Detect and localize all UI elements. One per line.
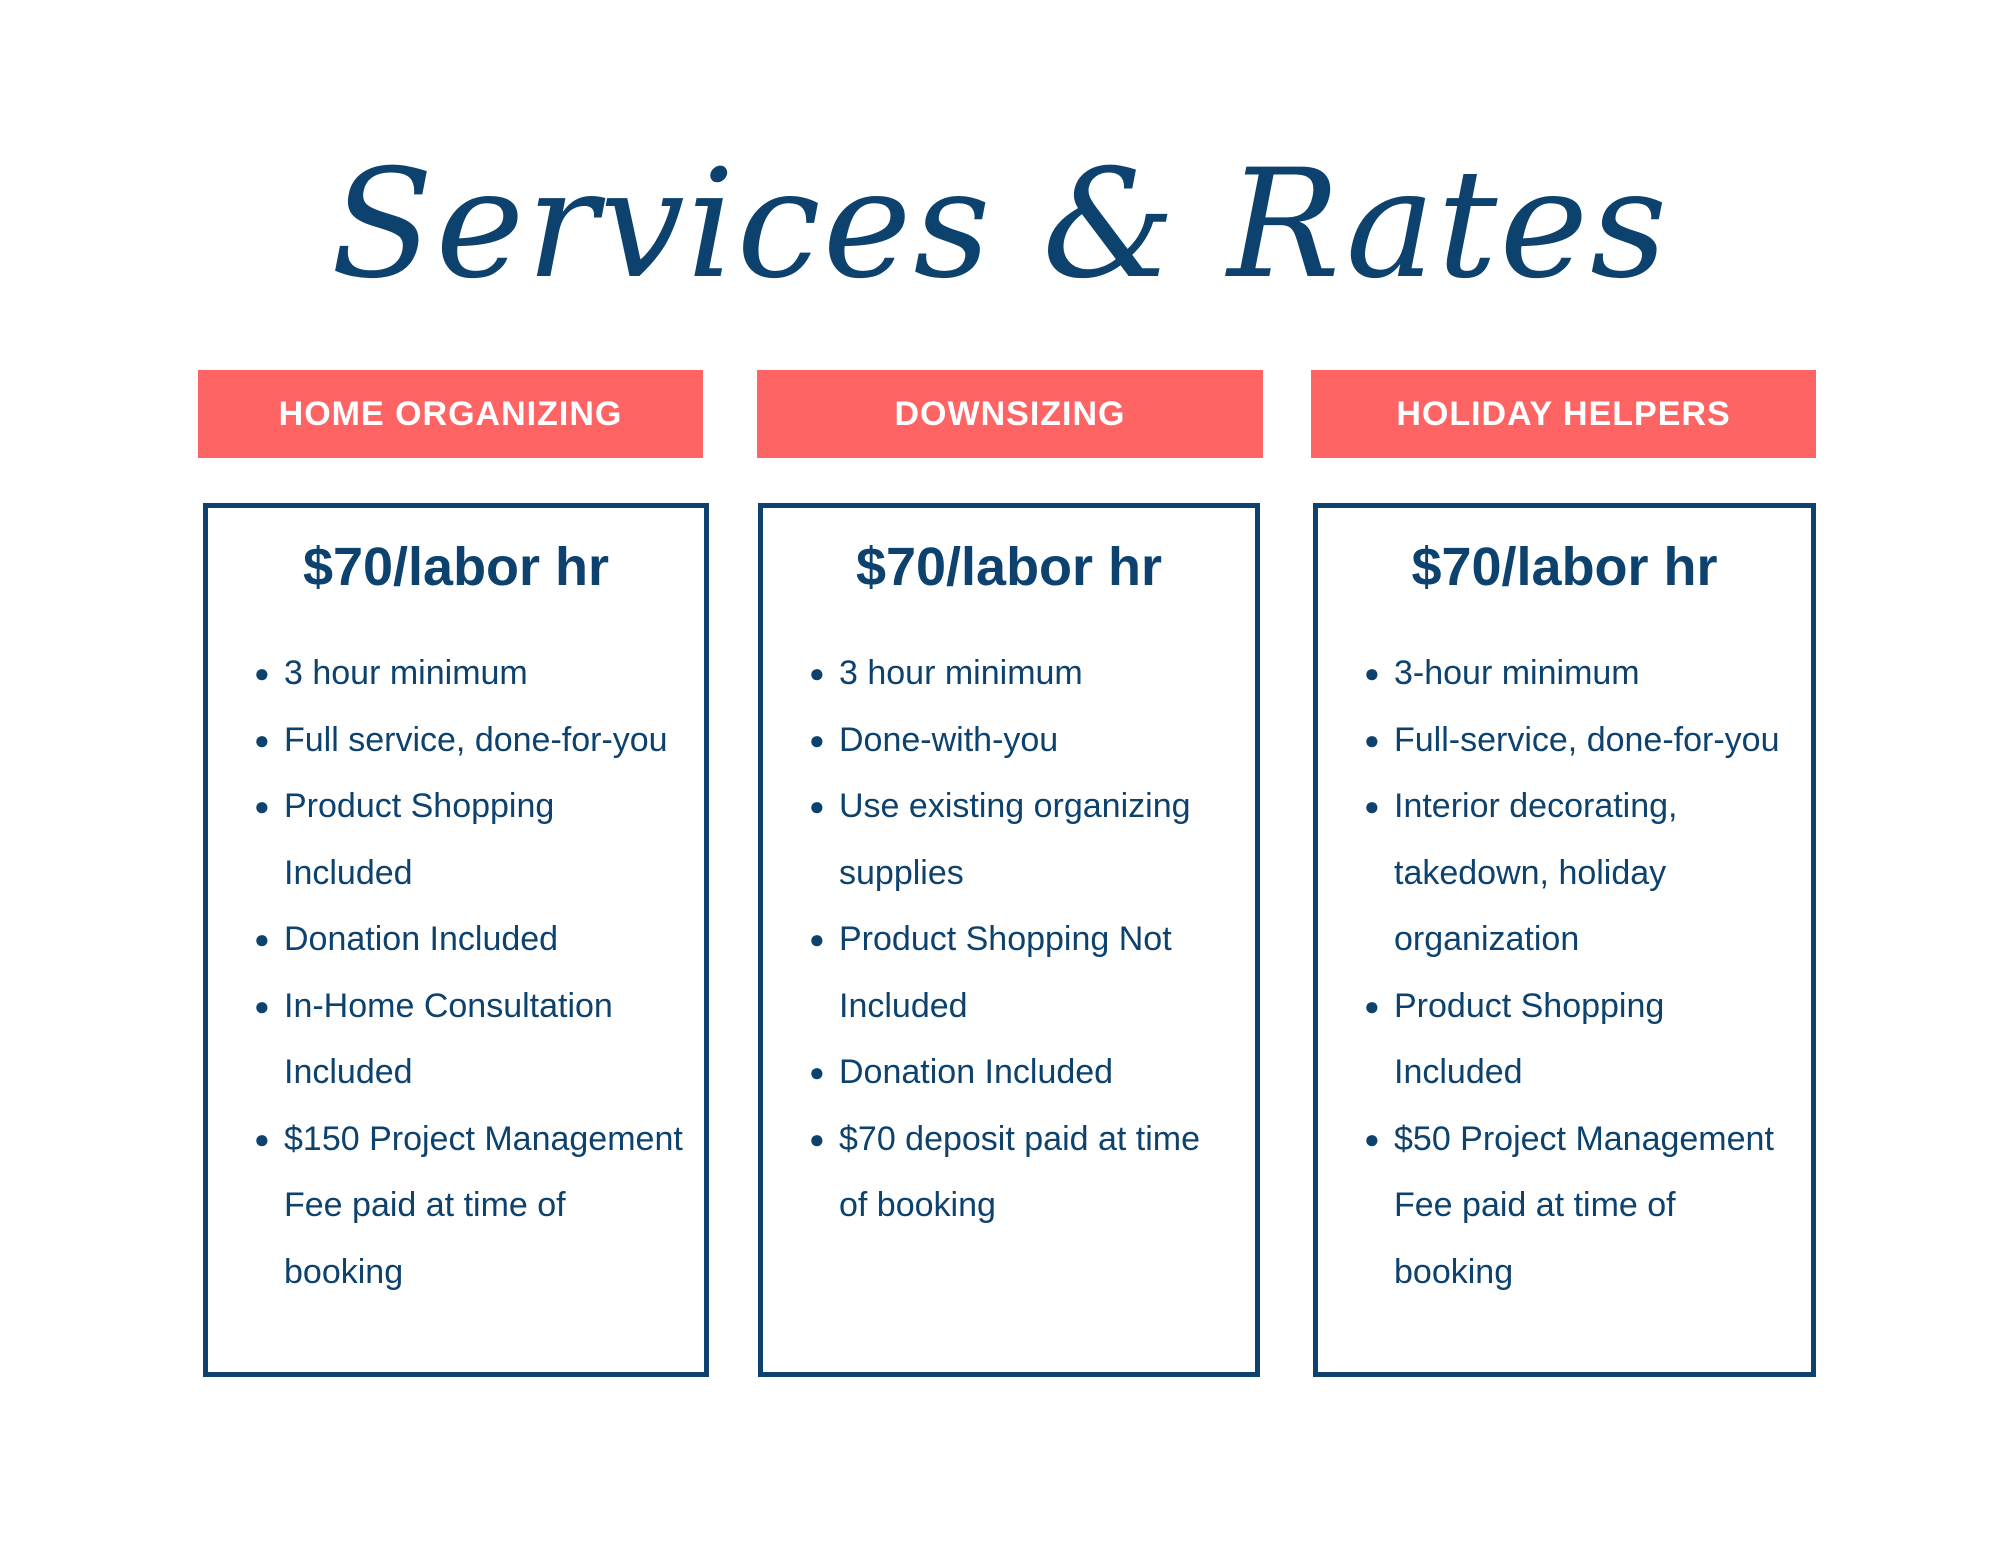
bullet-icon: ● (254, 724, 270, 755)
feature-text: Product Shopping Included (1394, 986, 1665, 1091)
bullet-icon: ● (254, 791, 270, 821)
service-card-downsizing (758, 503, 1260, 1377)
page-title: Services & Rates (330, 138, 1670, 312)
bullet-icon: ● (254, 1123, 270, 1154)
feature-text: $50 Project Management Fee paid at time of booking (1394, 1119, 1774, 1291)
bullet-icon: ● (1364, 1123, 1380, 1154)
feature-text: 3 hour minimum (284, 654, 528, 692)
service-header-downsizing: DOWNSIZING (757, 370, 1263, 458)
feature-item (763, 1106, 1255, 1239)
feature-item (1318, 707, 1811, 774)
feature-item (1318, 1106, 1811, 1306)
feature-text: Full service, done-for-you (284, 720, 668, 759)
feature-list (208, 640, 704, 1305)
feature-item (763, 640, 1255, 707)
feature-item (208, 906, 704, 973)
bullet-icon: ● (1364, 791, 1380, 821)
feature-item (208, 973, 704, 1106)
service-card-home-organizing (203, 503, 709, 1377)
feature-item (763, 707, 1255, 774)
feature-item (763, 1039, 1255, 1106)
bullet-icon: ● (254, 658, 270, 688)
service-header-home-organizing: HOME ORGANIZING (198, 370, 703, 458)
feature-item (1318, 773, 1811, 973)
feature-text: Done-with-you (839, 720, 1059, 759)
feature-text: Donation Included (839, 1053, 1114, 1091)
feature-text: $70 deposit paid at time of booking (839, 1119, 1201, 1224)
service-header-holiday-helpers: HOLIDAY HELPERS (1311, 370, 1816, 458)
feature-item (208, 707, 704, 774)
bullet-icon: ● (809, 791, 825, 821)
feature-list (1318, 640, 1811, 1305)
feature-text: Full-service, done-for-you (1394, 720, 1780, 759)
service-price: $70/labor hr (302, 537, 610, 597)
bullet-icon: ● (809, 658, 825, 688)
service-price: $70/labor hr (855, 537, 1163, 597)
feature-text: 3-hour minimum (1394, 654, 1640, 692)
bullet-icon: ● (1364, 724, 1380, 755)
feature-item (763, 773, 1255, 906)
bullet-icon: ● (254, 990, 270, 1021)
feature-item (763, 906, 1255, 1039)
feature-text: Interior decorating, takedown, holiday organization (1394, 787, 1678, 958)
bullet-icon: ● (809, 1123, 825, 1154)
feature-text: In-Home Consultation Included (284, 986, 613, 1091)
feature-item (1318, 973, 1811, 1106)
bullet-icon: ● (254, 924, 270, 954)
service-price: $70/labor hr (1411, 537, 1718, 597)
feature-item (208, 773, 704, 906)
feature-text: Donation Included (284, 920, 559, 958)
bullet-icon: ● (1364, 990, 1380, 1021)
feature-list (763, 640, 1255, 1239)
feature-text: $150 Project Management Fee paid at time of booking (284, 1119, 683, 1291)
bullet-icon: ● (809, 724, 825, 755)
bullet-icon: ● (809, 1057, 825, 1087)
feature-text: 3 hour minimum (839, 654, 1083, 692)
feature-text: Product Shopping Included (284, 787, 555, 892)
feature-item (1318, 640, 1811, 707)
feature-item (208, 1106, 704, 1306)
service-card-holiday-helpers (1313, 503, 1816, 1377)
feature-text: Use existing organizing supplies (839, 787, 1191, 892)
bullet-icon: ● (1364, 658, 1380, 688)
bullet-icon: ● (809, 924, 825, 954)
feature-item (208, 640, 704, 707)
feature-text: Product Shopping Not Included (839, 920, 1172, 1025)
